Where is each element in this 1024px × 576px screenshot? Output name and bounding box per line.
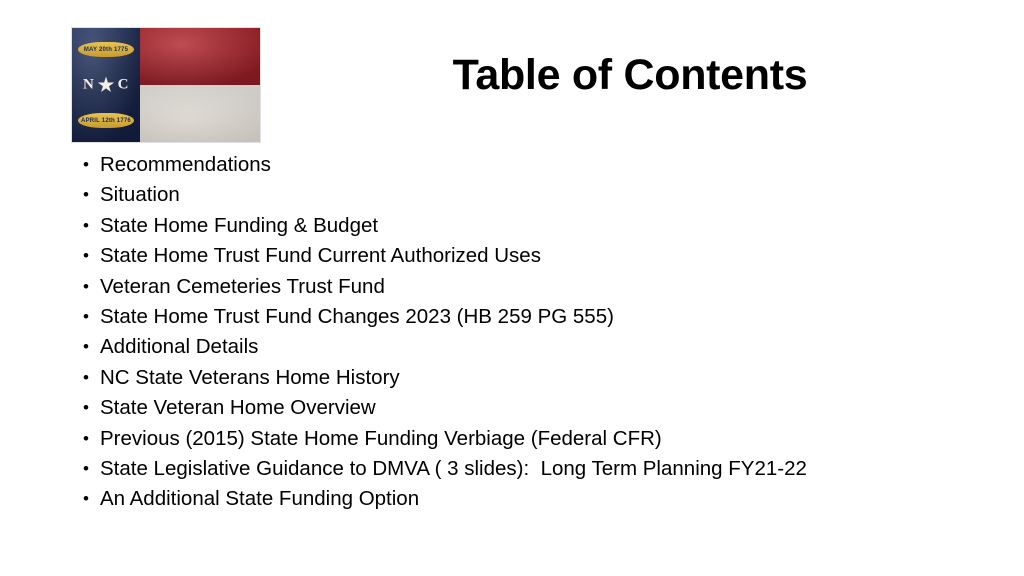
list-item (72, 180, 972, 210)
bullet-icon: • (83, 367, 89, 387)
list-item (72, 211, 972, 241)
list-item (72, 150, 972, 180)
list-item-label: NC State Veterans Home History (100, 365, 400, 389)
list-item-label: State Home Trust Fund Changes 2023 (HB 259 PG 555) (100, 305, 614, 329)
list-item-label: State Veteran Home Overview (100, 396, 376, 420)
bullet-icon: • (83, 307, 89, 327)
flag-red-band (140, 28, 260, 85)
bullet-icon: • (83, 185, 89, 205)
list-item (72, 484, 972, 514)
bullet-icon: • (83, 246, 89, 266)
list-item-label: Veteran Cemeteries Trust Fund (100, 274, 385, 298)
flag-letter-c: C (117, 76, 129, 93)
flag-letter-n: N (83, 76, 95, 93)
bullet-icon: • (83, 215, 89, 235)
slide-title: Table of Contents (452, 51, 808, 99)
bullet-icon: • (83, 337, 89, 357)
list-item-label: Additional Details (100, 335, 259, 359)
list-item (72, 332, 972, 362)
list-item-label: State Home Trust Fund Current Authorized Uses (100, 244, 541, 268)
list-item (72, 363, 972, 393)
flag-white-band (140, 85, 260, 142)
table-of-contents-list (72, 150, 972, 515)
list-item-label: Situation (100, 183, 180, 207)
bullet-icon: • (83, 459, 89, 479)
list-item (72, 393, 972, 423)
list-item-label: State Legislative Guidance to DMVA ( 3 slides): Long Term Planning FY21-22 (100, 457, 807, 481)
flag-top-scroll: MAY 20th 1775 (78, 42, 134, 57)
list-item (72, 424, 972, 454)
bullet-icon: • (83, 428, 89, 448)
bullet-icon: • (83, 155, 89, 174)
list-item (72, 241, 972, 271)
list-item-label: An Additional State Funding Option (100, 487, 420, 511)
north-carolina-flag-image (72, 28, 260, 142)
star-icon (98, 77, 115, 94)
list-item (72, 302, 972, 332)
list-item (72, 272, 972, 302)
list-item-label: Recommendations (100, 153, 271, 176)
bullet-icon: • (83, 276, 89, 296)
list-item (72, 454, 972, 484)
flag-hoist-panel (72, 28, 140, 142)
flag-bottom-scroll: APRIL 12th 1776 (78, 113, 134, 128)
flag-fly-panel (140, 28, 260, 142)
list-item-label: State Home Funding & Budget (100, 213, 379, 237)
bullet-icon: • (83, 489, 89, 509)
bullet-icon: • (83, 398, 89, 418)
list-item-label: Previous (2015) State Home Funding Verbiage (Federal CFR) (100, 426, 662, 450)
